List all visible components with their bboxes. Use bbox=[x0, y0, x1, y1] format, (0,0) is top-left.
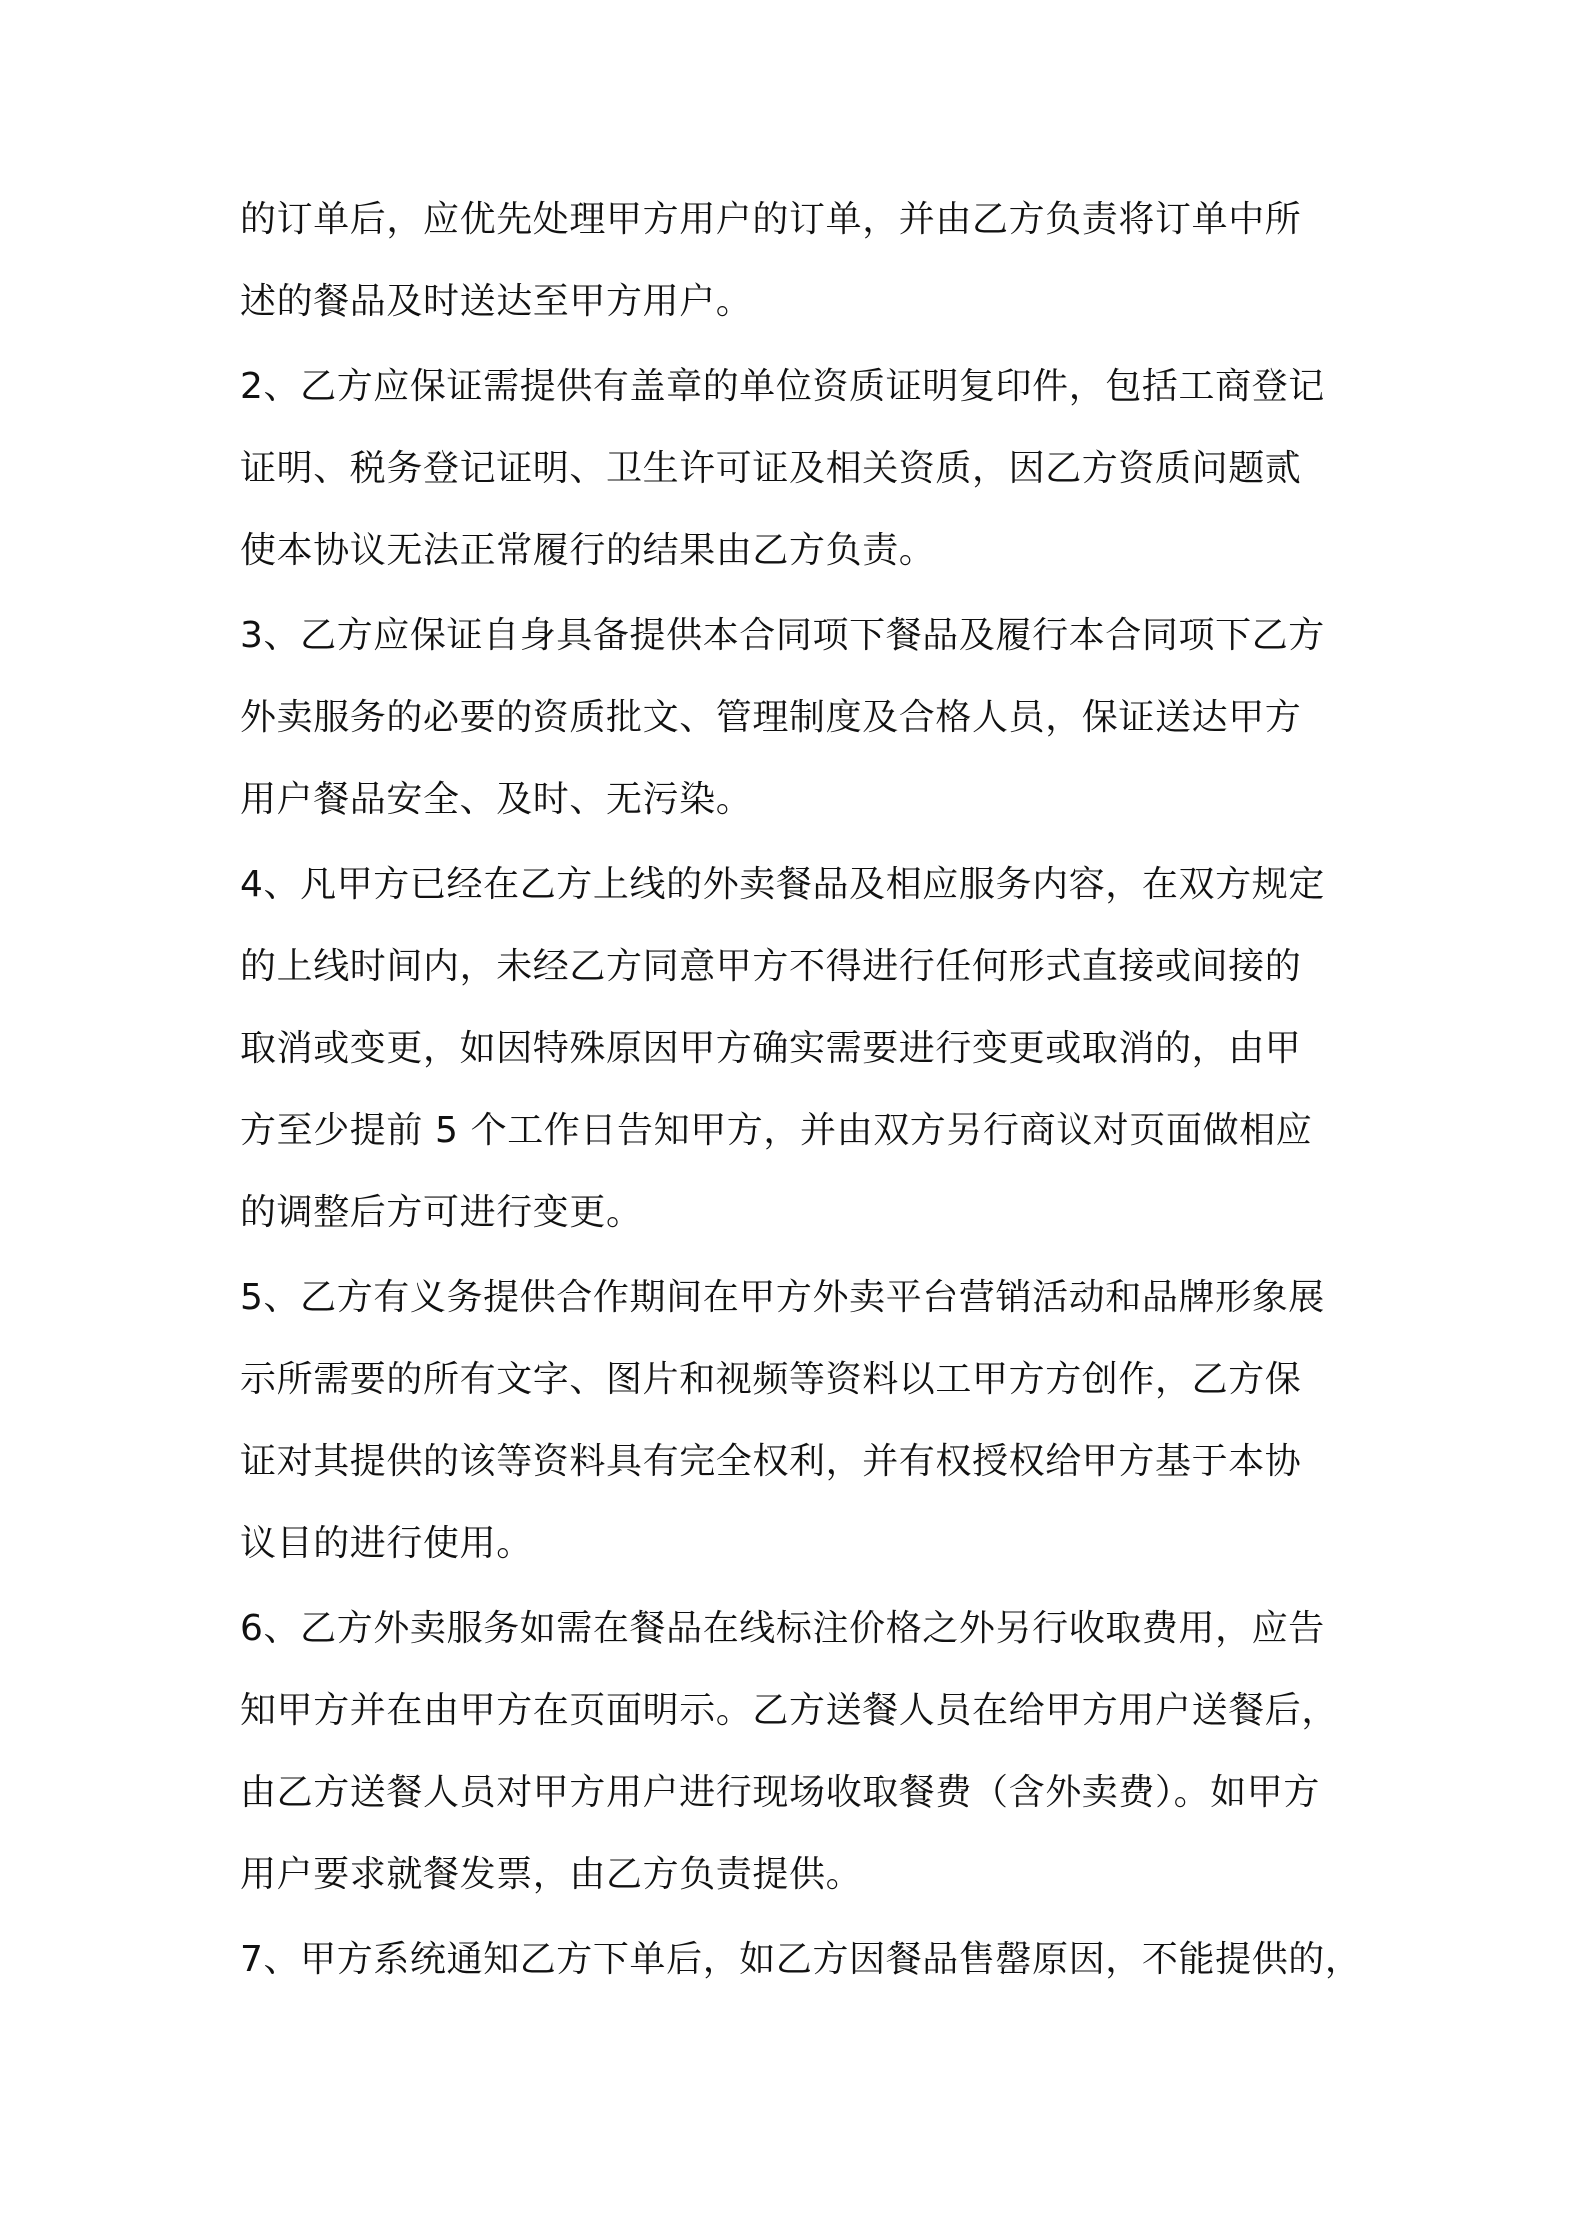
paragraph bbox=[240, 1605, 1350, 1899]
text-line: 证对其提供的该等资料具有完全权利，并有权授权给甲方基于本协 bbox=[240, 1441, 1302, 1482]
text-line: 7、甲方系统通知乙方下单后，如乙方因餐品售罄原因，不能提供的， bbox=[240, 1939, 1362, 1980]
paragraph bbox=[240, 861, 1350, 1237]
text-line: 4、凡甲方已经在乙方上线的外卖餐品及相应服务内容，在双方规定 bbox=[240, 864, 1325, 905]
text-line: 取消或变更，如因特殊原因甲方确实需要进行变更或取消的，由甲 bbox=[240, 1028, 1302, 1069]
text-line: 述的餐品及时送达至甲方用户。 bbox=[240, 281, 753, 322]
text-line: 用户餐品安全、及时、无污染。 bbox=[240, 779, 753, 820]
text-line: 的调整后方可进行变更。 bbox=[240, 1192, 643, 1233]
text-line: 使本协议无法正常履行的结果由乙方负责。 bbox=[240, 530, 936, 571]
text-line: 6、乙方外卖服务如需在餐品在线标注价格之外另行收取费用，应告 bbox=[240, 1608, 1325, 1649]
text-line: 示所需要的所有文字、图片和视频等资料以工甲方方创作，乙方保 bbox=[240, 1359, 1302, 1400]
text-line: 3、乙方应保证自身具备提供本合同项下餐品及履行本合同项下乙方 bbox=[240, 615, 1325, 656]
paragraph bbox=[240, 363, 1350, 575]
text-line: 的上线时间内，未经乙方同意甲方不得进行任何形式直接或间接的 bbox=[240, 946, 1302, 987]
text-line: 由乙方送餐人员对甲方用户进行现场收取餐费（含外卖费）。如甲方 bbox=[240, 1772, 1321, 1813]
paragraph bbox=[240, 196, 1350, 326]
text-line: 证明、税务登记证明、卫生许可证及相关资质，因乙方资质问题贰 bbox=[240, 448, 1302, 489]
text-line: 的订单后，应优先处理甲方用户的订单，并由乙方负责将订单中所 bbox=[240, 199, 1302, 240]
paragraph bbox=[240, 612, 1350, 824]
text-line: 用户要求就餐发票，由乙方负责提供。 bbox=[240, 1854, 863, 1895]
text-line: 外卖服务的必要的资质批文、管理制度及合格人员，保证送达甲方 bbox=[240, 697, 1302, 738]
document-body bbox=[240, 196, 1362, 1984]
text-line: 5、乙方有义务提供合作期间在甲方外卖平台营销活动和品牌形象展 bbox=[240, 1277, 1325, 1318]
text-line: 议目的进行使用。 bbox=[240, 1523, 533, 1564]
text-line: 2、乙方应保证需提供有盖章的单位资质证明复印件，包括工商登记 bbox=[240, 366, 1325, 407]
paragraph bbox=[240, 1936, 1362, 1984]
text-line: 方至少提前 5 个工作日告知甲方，并由双方另行商议对页面做相应 bbox=[240, 1110, 1313, 1151]
paragraph bbox=[240, 1274, 1350, 1568]
text-line: 知甲方并在由甲方在页面明示。乙方送餐人员在给甲方用户送餐后， bbox=[240, 1690, 1339, 1731]
